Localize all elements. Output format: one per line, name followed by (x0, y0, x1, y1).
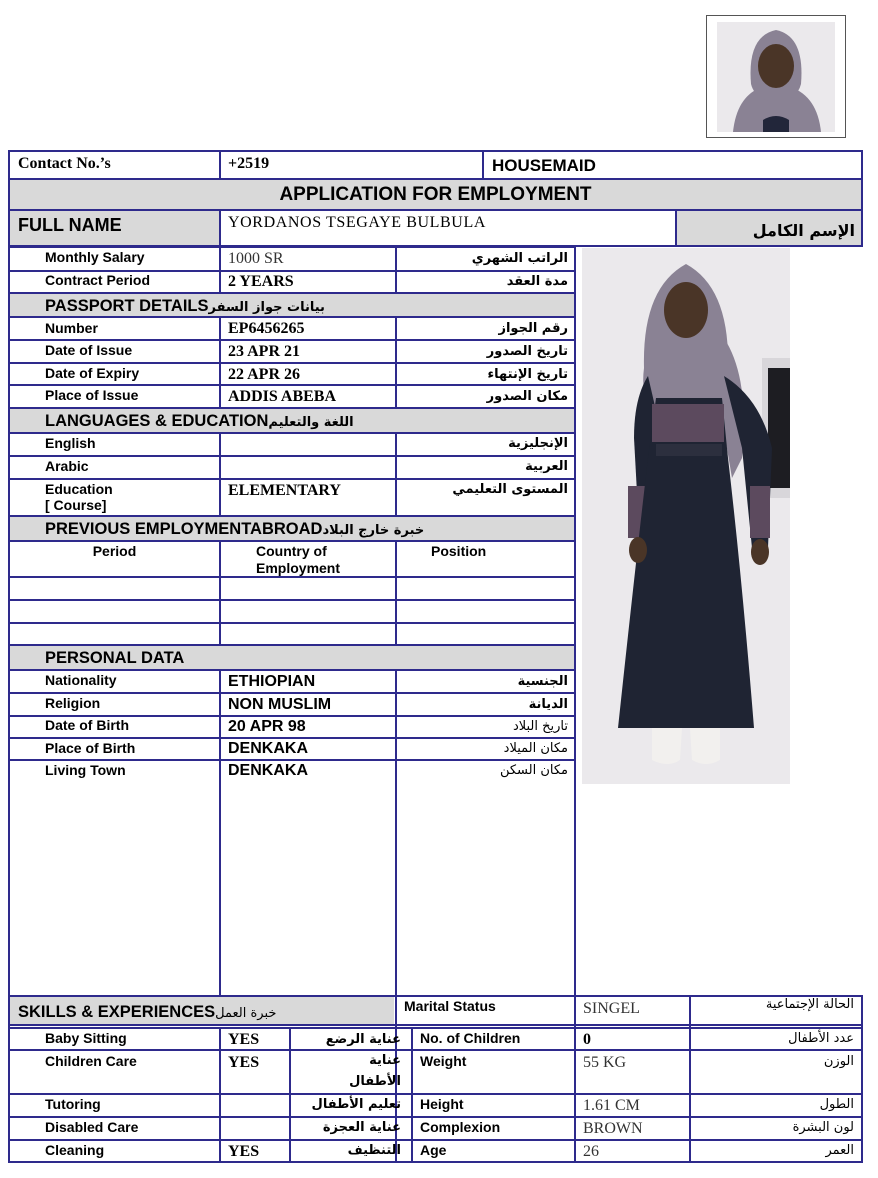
baby-sitting-value: YES (228, 1031, 260, 1048)
english-label-ar: الإنجليزية (508, 436, 568, 451)
baby-sitting-label: Baby Sitting (45, 1030, 127, 1046)
salary-value: 1000 SR (228, 250, 284, 267)
age-label-ar: العمر (825, 1143, 854, 1158)
arabic-label: Arabic (45, 458, 89, 474)
education-course-label: [ Course] (45, 497, 107, 513)
living-town-label-ar: مكان السكن (499, 763, 568, 778)
children-care-label-ar-2: الأطفال (349, 1074, 401, 1089)
marital-status-label: Marital Status (404, 998, 496, 1014)
contact-value: +2519 (228, 155, 270, 172)
living-town-value: DENKAKA (228, 762, 308, 779)
children-care-value: YES (228, 1054, 260, 1071)
passport-number-label: Number (45, 320, 98, 336)
arabic-label-ar: العربية (525, 459, 568, 474)
marital-status-label-ar: الحالة الإجتماعية (765, 997, 854, 1012)
issue-date-value: 23 APR 21 (228, 343, 300, 360)
religion-value: NON MUSLIM (228, 696, 332, 713)
full-name-label-ar: الإسم الكامل (752, 221, 855, 240)
cleaning-value: YES (228, 1143, 260, 1160)
education-label-ar: المستوى التعليمي (452, 482, 568, 497)
col-country-2: Employment (256, 560, 341, 576)
height-label: Height (420, 1096, 464, 1112)
full-name-label: FULL NAME (18, 215, 122, 235)
issue-place-label-ar: مكان الصدور (486, 389, 568, 404)
employment-title: PREVIOUS EMPLOYMENTABROADخبرة خارج البلاد (45, 520, 425, 538)
tutoring-label-ar: تعليم الأطفال (311, 1097, 401, 1112)
children-count-label-ar: عدد الأطفال (788, 1031, 854, 1046)
education-value: ELEMENTARY (228, 482, 341, 499)
birth-place-label-ar: مكان الميلاد (503, 741, 568, 756)
english-label: English (45, 435, 96, 451)
contract-period-label: Contract Period (45, 272, 151, 288)
salary-label: Monthly Salary (45, 249, 145, 265)
col-country: Country of (256, 543, 327, 559)
children-count-label: No. of Children (420, 1030, 521, 1046)
birth-date-label: Date of Birth (45, 717, 129, 733)
religion-label-ar: الديانة (528, 697, 568, 712)
personal-title: PERSONAL DATA (45, 649, 185, 667)
col-period: Period (92, 543, 137, 559)
religion-label: Religion (45, 695, 101, 711)
complexion-label: Complexion (420, 1119, 501, 1135)
birth-date-label-ar: تاريخ البلاد (512, 719, 568, 734)
disabled-care-label-ar: عناية العجزة (322, 1120, 401, 1135)
children-care-label-ar: عناية (369, 1053, 401, 1068)
expiry-date-value: 22 APR 26 (228, 366, 300, 383)
nationality-label: Nationality (45, 672, 117, 688)
form-title: APPLICATION FOR EMPLOYMENT (279, 184, 592, 205)
cleaning-label-ar: التنظيف (347, 1143, 401, 1158)
issue-date-label-ar: تاريخ الصدور (486, 344, 568, 359)
complexion-value: BROWN (583, 1120, 643, 1137)
education-label: Education (45, 481, 113, 497)
complexion-label-ar: لون البشرة (792, 1120, 854, 1135)
weight-label-ar: الوزن (823, 1054, 854, 1069)
age-label: Age (420, 1142, 447, 1158)
col-position: Position (431, 543, 487, 559)
issue-place-label: Place of Issue (45, 387, 139, 403)
weight-label: Weight (420, 1053, 467, 1069)
full-body-photo (582, 248, 790, 784)
issue-date-label: Date of Issue (45, 342, 133, 358)
portrait-photo (706, 15, 846, 138)
contract-period-label-ar: مدة العقد (506, 274, 568, 289)
full-name-value: YORDANOS TSEGAYE BULBULA (228, 214, 486, 231)
birth-date-value: 20 APR 98 (228, 718, 306, 735)
nationality-value: ETHIOPIAN (228, 673, 316, 690)
contact-row (8, 150, 863, 180)
skills-title: SKILLS & EXPERIENCESخبرة العمل (18, 1003, 277, 1021)
height-value: 1.61 CM (583, 1097, 640, 1114)
passport-number-value: EP6456265 (228, 320, 305, 337)
marital-status-value: SINGEL (583, 1000, 640, 1017)
age-value: 26 (583, 1143, 599, 1160)
baby-sitting-label-ar: عناية الرضع (325, 1032, 401, 1047)
passport-title: PASSPORT DETAILSبيانات جواز السفر (45, 297, 325, 315)
issue-place-value: ADDIS ABEBA (228, 388, 337, 405)
passport-number-label-ar: رقم الجواز (498, 321, 568, 336)
salary-label-ar: الراتب الشهري (471, 251, 568, 266)
contact-label: Contact No.’s (18, 155, 111, 172)
height-label-ar: الطول (819, 1097, 854, 1112)
nationality-label-ar: الجنسية (517, 674, 568, 689)
expiry-date-label: Date of Expiry (45, 365, 140, 381)
languages-title: LANGUAGES & EDUCATIONاللغة والتعليم (45, 412, 354, 430)
birth-place-value: DENKAKA (228, 740, 308, 757)
tutoring-label: Tutoring (45, 1096, 101, 1112)
children-count-value: 0 (583, 1031, 591, 1048)
living-town-label: Living Town (45, 762, 126, 778)
children-care-label: Children Care (45, 1053, 137, 1069)
position-title: HOUSEMAID (492, 156, 596, 175)
birth-place-label: Place of Birth (45, 740, 136, 756)
contract-period-value: 2 YEARS (228, 273, 294, 290)
weight-value: 55 KG (583, 1054, 627, 1071)
disabled-care-label: Disabled Care (45, 1119, 139, 1135)
cleaning-label: Cleaning (45, 1142, 105, 1158)
expiry-date-label-ar: تاريخ الإنتهاء (487, 367, 568, 382)
